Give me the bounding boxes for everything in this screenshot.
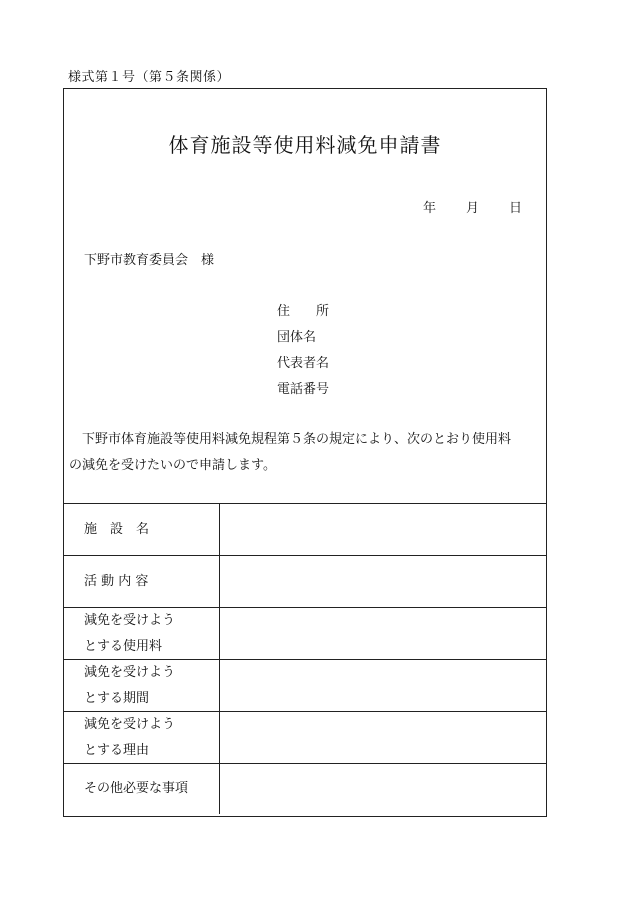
period-label <box>64 660 220 711</box>
phone-label: 電話番号 <box>277 382 330 397</box>
request-statement-line1: 下野市体育施設等使用料減免規程第５条の規定により、次のとおり使用料 <box>82 432 512 447</box>
date-day: 日 <box>508 201 522 216</box>
reason-label-line1: 減免を受けよう <box>84 716 176 732</box>
reason-field[interactable] <box>220 712 546 763</box>
fee-label-line1: 減免を受けよう <box>84 612 176 628</box>
other-label <box>64 764 220 814</box>
table-row-activity <box>64 555 546 607</box>
fee-field[interactable] <box>220 608 546 659</box>
document-title: 体育施設等使用料減免申請書 <box>168 133 442 157</box>
activity-field[interactable] <box>220 556 546 607</box>
application-form <box>63 88 547 817</box>
table-row-other <box>64 763 546 814</box>
period-label-line2: とする期間 <box>84 690 150 706</box>
table-row-reason <box>64 711 546 763</box>
request-statement-line2: の減免を受けたいので申請します。 <box>69 458 276 473</box>
applicant-block <box>277 299 329 403</box>
date-year: 年 <box>422 201 436 216</box>
reason-label <box>64 712 220 763</box>
representative-label: 代表者名 <box>277 356 330 371</box>
other-field[interactable] <box>220 764 546 814</box>
reason-label-line2: とする理由 <box>84 742 150 758</box>
period-label-line1: 減免を受けよう <box>84 664 176 680</box>
date-month: 月 <box>465 201 479 216</box>
request-statement <box>69 427 541 479</box>
date-row <box>423 197 522 216</box>
form-number: 様式第１号（第５条関係） <box>68 70 231 85</box>
application-table <box>64 503 546 814</box>
fee-label-line2: とする使用料 <box>84 638 163 654</box>
other-label-text: その他必要な事項 <box>84 781 189 796</box>
period-field[interactable] <box>220 660 546 711</box>
table-row-period <box>64 659 546 711</box>
address-label: 住 所 <box>277 304 330 319</box>
fee-label <box>64 608 220 659</box>
facility-field[interactable] <box>220 504 546 555</box>
facility-label <box>64 504 220 555</box>
activity-label-text: 活 動 内 容 <box>84 573 149 589</box>
addressee: 下野市教育委員会 様 <box>84 253 215 268</box>
table-row-facility <box>64 503 546 555</box>
facility-label-text: 施 設 名 <box>84 521 150 537</box>
group-name-label: 団体名 <box>277 330 317 345</box>
table-row-fee <box>64 607 546 659</box>
activity-label <box>64 556 220 607</box>
